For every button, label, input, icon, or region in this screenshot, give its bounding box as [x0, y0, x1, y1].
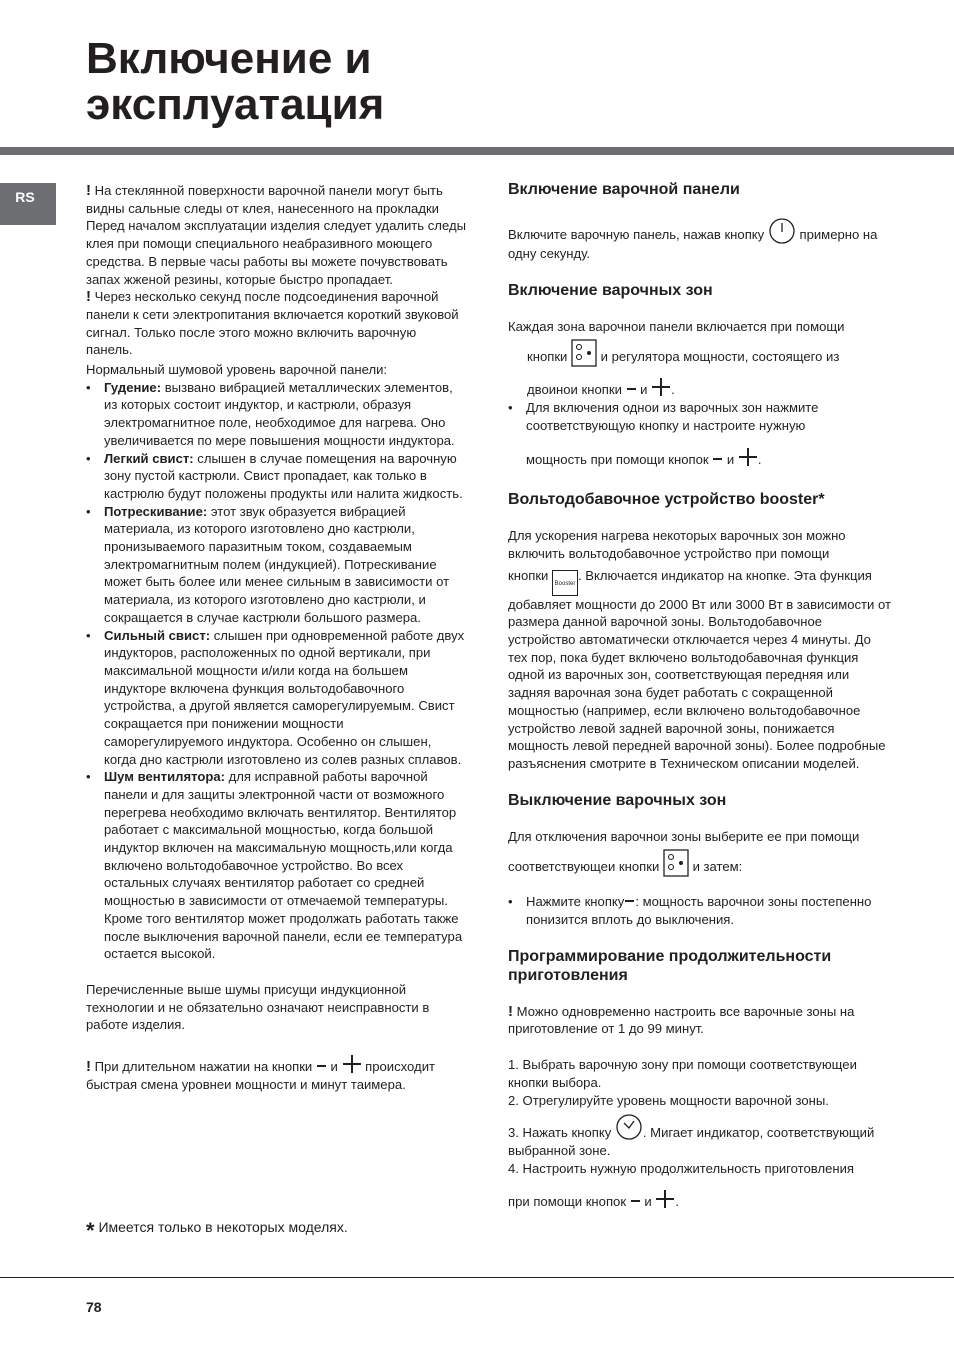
page-title-line-1: Включение и [86, 34, 372, 83]
off-text-2 [508, 849, 892, 877]
conjunction: и [726, 451, 735, 467]
timer-warning-text: Можно одновременно настроить все варочные зоны на приготовление от 1 до 99 минут. [508, 1003, 855, 1037]
power-button-icon [768, 217, 796, 245]
footer-rule [0, 1277, 954, 1278]
timer-step-3b: . Мигает индикатор, соответствующий выбранной зоне. [508, 1125, 875, 1158]
noise-term: Легкий свист: [104, 450, 194, 466]
language-tab [0, 183, 56, 225]
power-on-text-b: примерно на одну секунду. [508, 227, 878, 261]
minus-icon [630, 1197, 641, 1209]
list-item [508, 893, 892, 928]
noise-text: вызвано вибрацией металлических элементов, из которых состоит индуктор, и кастрюли, образуя электромагнитное поле, необходимое для нагрева. Оно увеличивается по мере повышения мощности индуктора. [104, 379, 455, 448]
noise-term: Гудение: [104, 379, 162, 395]
timer-step-4: 4. Настроить нужную продолжительность приготовления [508, 1160, 854, 1176]
zones-bullet-text: Для включения однои из варочных зон нажмите соответствующую кнопку и настроите нужную [526, 400, 819, 433]
list-item [86, 450, 466, 503]
footnote-asterisk: * [86, 1218, 95, 1243]
zones-bullet-text-b: мощность при помощи кнопок [526, 451, 709, 467]
warning-mark: ! [86, 288, 91, 306]
timer-step-4b: при помощи кнопок [508, 1194, 627, 1210]
heading-timer: Программирование продолжительности приготовления [508, 947, 832, 984]
list-item [86, 627, 466, 769]
header-rule [0, 147, 954, 155]
booster-label: Booster [554, 580, 576, 587]
booster-text-1: Для ускорения нагрева некоторых варочных зон можно включить вольтодобавочное устройство при помощи [508, 528, 846, 561]
warning-longpress-text-2: происходит быстрая смена уровнеи мощности и минут таимера. [86, 1059, 436, 1092]
zone-select-icon [571, 339, 597, 367]
power-on-text [508, 217, 892, 263]
noise-term: Потрескивание: [104, 503, 208, 519]
timer-step-1: 1. Выбрать варочную зону при помощи соответствующеи кнопки выбора. [508, 1057, 857, 1090]
timer-step-2: 2. Отрегулируйте уровень мощности варочной зоны. [508, 1092, 829, 1108]
zones-list [508, 399, 892, 468]
minus-icon [624, 897, 635, 909]
footnote [86, 1218, 348, 1244]
noise-note: Перечисленные выше шумы присущи индукционной технологии и не обязательно означают неисправности в работе изделия. [86, 981, 430, 1033]
noise-text: слышен в случае помещения на варочную зону пустой кастрюли. Свист пропадает, как только в кастрюлю будут положены продукты или налита жидкость. [104, 450, 463, 501]
language-code: RS [15, 189, 35, 205]
power-on-text-a: Включите варочную панель, нажав кнопку [508, 227, 765, 242]
zone-select-icon [663, 849, 689, 877]
footnote-text: Имеется только в некоторых моделях. [98, 1219, 348, 1235]
heading-zones-off: Выключение варочных зон [508, 791, 727, 809]
conjunction: и [330, 1059, 338, 1075]
list-item [86, 503, 466, 627]
booster-text-2 [508, 567, 892, 773]
warning-glue-text: На стеклянной поверхности варочной панели могут быть видны сальные следы от клея, нанесенного на прокладки Перед началом эксплуатации изделия следует удалить следы клея при помощи специального неабразивного моющего средства. В первые часы работы вы можете почувствовать запах жженой резины, которые быстро пропадает. [86, 183, 466, 287]
noise-text: для исправной работы варочной панели и для защиты электронной части от возможного перегрева необходимо включать вентилятор. Вентилятор работает с максимальной мощностью, когда большой индуктор включен на максимальную мощность,или когда включено вольтодобавочное устройство. Во всех остальных случаях вентилятор работает со средней мощностью в зависимости от отмечаемой температуры. Кроме того вентилятор может продолжать работать также после выключения варочной панели, если ее температура остается высокой. [104, 769, 463, 962]
heading-booster: Вольтодобавочное устройство booster* [508, 491, 825, 509]
plus-icon [655, 1189, 675, 1209]
off-bullet-text-b: : мощность варочнои зоны постепенно понизится вплоть до выключения. [526, 894, 872, 928]
minus-icon [626, 385, 637, 397]
off-text-1: Для отключения варочнои зоны выберите ее при помощи [508, 828, 860, 844]
off-bullet-text-a: Нажмите кнопку [526, 894, 625, 910]
zones-text-2 [508, 339, 892, 367]
warning-mark: ! [86, 182, 91, 199]
warning-longpress-text: При длительном нажатии на кнопки [94, 1059, 313, 1075]
list-item [86, 379, 466, 450]
noise-term: Шум вентилятора: [104, 769, 225, 785]
plus-icon [738, 447, 758, 467]
timer-step-4-line: при помощи кнопок и . [508, 1189, 892, 1211]
page-title [86, 36, 384, 128]
zones-text-3a: двоинои кнопки [527, 382, 622, 398]
off-text-2b: и затем: [692, 859, 743, 875]
warning-glue [86, 182, 466, 288]
timer-step-3a: 3. Нажать кнопку [508, 1125, 612, 1141]
minus-icon [316, 1062, 327, 1074]
zones-text-1: Каждая зона варочнои панели включается при помощи [508, 318, 845, 334]
plus-icon [651, 377, 671, 397]
noise-text: слышен при одновременной работе двух индукторов, расположенных по одной вертикали, при максимальной мощности и/или когда на большем индукторе включена функция вольтодобавочного устройства, а другой является саморегулируемым. Свист сокращается при понижении мощности саморегулируемого индуктора. Особенно он слышен, когда дно кастрюли изготовлено из солев разных сплавов. [104, 627, 465, 767]
warning-beep-text: Через несколько секунд после подсоединения варочной панели к сети электропитания включается короткий звуковой сигнал. Только после этого можно включить варочную панель. [86, 289, 459, 358]
right-column [508, 180, 892, 1211]
booster-button-icon [552, 570, 578, 596]
off-text-2a: соответствующеи кнопки [508, 859, 660, 875]
heading-zones-on: Включение варочных зон [508, 281, 713, 299]
noise-text: этот звук образуется вибрацией материала, из которого изготовлено дно кастрюли, пронизываемого паразитным током, создаваемым электромагнитным полем (индукцией). Потрескивание может быть более или менее сильным в зависимости от материала, из которого изготовлено дно кастрюли, и сокращается в случае кастрюли большого размера. [104, 503, 450, 625]
warning-beep [86, 288, 466, 359]
booster-text-2b: . Включается индикатор на кнопке. Эта функция добавляет мощности до 2000 Вт или 3000 Вт в зависимости от размера данной варочной зоны. Вольтодобавочное устройство автоматически отключается через 4 минуты. До тех пор, пока будет включено вольтодобавочная функция одной из варочных зон, соответствующая передняя или задняя варочная зона будет работать с сокращенной мощностью (например, если включено вольтодобавочное устройство левой задней варочной зоны, понижается мощность левой передней варочной зоны). Более подробные разъяснения смотрите в Техническом описании моделей. [508, 567, 891, 771]
list-item [86, 768, 466, 963]
warning-mark: ! [508, 1002, 513, 1020]
zones-text-2b: и регулятора мощности, состоящего из [600, 349, 840, 365]
page-number: 78 [86, 1299, 102, 1315]
timer-icon [615, 1113, 643, 1141]
plus-icon [342, 1054, 362, 1074]
timer-step-3 [508, 1113, 892, 1159]
booster-text-2a: кнопки [508, 567, 549, 583]
noise-list [86, 379, 466, 963]
off-list [508, 893, 892, 928]
minus-icon [712, 455, 723, 467]
warning-mark: ! [86, 1058, 91, 1076]
heading-power-on: Включение варочной панели [508, 181, 740, 198]
zones-bullet-line: мощность при помощи кнопок и . [526, 447, 892, 469]
conjunction: и [640, 382, 648, 398]
conjunction: и [644, 1194, 652, 1210]
zones-text-3: двоинои кнопки и . [508, 377, 892, 399]
page-title-line-2: эксплуатация [86, 80, 385, 129]
warning-longpress [86, 1054, 466, 1093]
list-item [508, 399, 892, 468]
left-column [86, 182, 466, 1093]
zones-text-2a: кнопки [527, 349, 568, 365]
noise-intro: Нормальный шумовой уровень варочной панели: [86, 362, 388, 378]
noise-term: Сильный свист: [104, 627, 211, 643]
timer-warning [508, 1003, 892, 1038]
